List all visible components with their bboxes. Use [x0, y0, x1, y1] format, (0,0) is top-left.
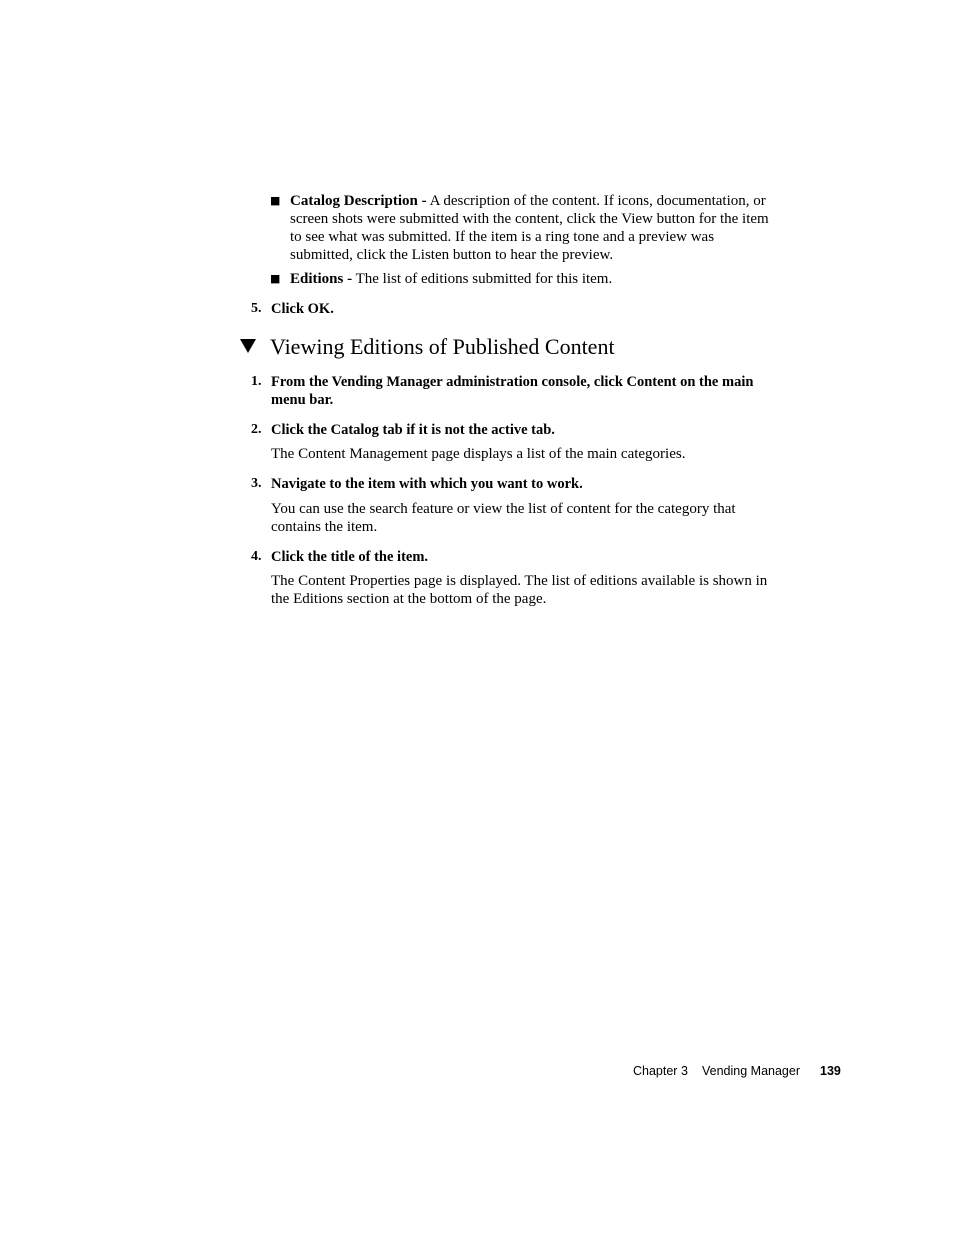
- section-heading: Viewing Editions of Published Content: [270, 334, 615, 359]
- bullet-term: Catalog Description -: [290, 193, 427, 209]
- step-instruction: Click OK.: [271, 301, 334, 317]
- bullet-text: The list of editions submitted for this item.: [352, 271, 613, 287]
- footer-page-number: 139: [820, 1064, 841, 1078]
- down-triangle-icon: [239, 337, 257, 355]
- footer-chapter: Chapter 3: [633, 1064, 688, 1078]
- step-result-text: The Content Management page displays a list of the main categories.: [271, 446, 686, 462]
- step-number: 3.: [251, 476, 262, 491]
- step-instruction-line-1: From the Vending Manager administration console, click Content on the main: [271, 374, 754, 390]
- footer-chapter-title: Vending Manager: [702, 1064, 800, 1078]
- bullet-marker: ■: [270, 272, 281, 285]
- bullet-editions: [290, 270, 612, 288]
- step-result-text-line-1: You can use the search feature or view the list of content for the category that: [271, 501, 736, 517]
- step-instruction: Click the title of the item.: [271, 549, 429, 565]
- bullet-text: A description of the content. If icons, documentation, or: [426, 193, 766, 209]
- step-number: 4.: [251, 549, 262, 564]
- bullet-term: Editions -: [290, 271, 353, 287]
- step-instruction-line-2: menu bar.: [271, 392, 334, 408]
- step-number: 2.: [251, 422, 262, 437]
- step-instruction: Navigate to the item with which you want to work.: [271, 476, 583, 492]
- bullet-catalog-description-line-4: submitted, click the Listen button to hear the preview.: [290, 247, 614, 263]
- bullet-catalog-description-line-3: to see what was submitted. If the item is a ring tone and a preview was: [290, 229, 715, 245]
- bullet-catalog-description-line-2: screen shots were submitted with the content, click the View button for the item: [290, 211, 769, 227]
- step-instruction: Click the Catalog tab if it is not the active tab.: [271, 422, 555, 438]
- step-result-text-line-2: the Editions section at the bottom of the page.: [271, 591, 547, 607]
- step-number: 1.: [251, 374, 262, 389]
- bullet-marker: ■: [270, 194, 281, 207]
- step-result-text-line-1: The Content Properties page is displayed. The list of editions available is shown in: [271, 573, 768, 589]
- bullet-catalog-description-line-1: [290, 192, 766, 210]
- step-number: 5.: [251, 301, 262, 316]
- step-result-text-line-2: contains the item.: [271, 519, 378, 535]
